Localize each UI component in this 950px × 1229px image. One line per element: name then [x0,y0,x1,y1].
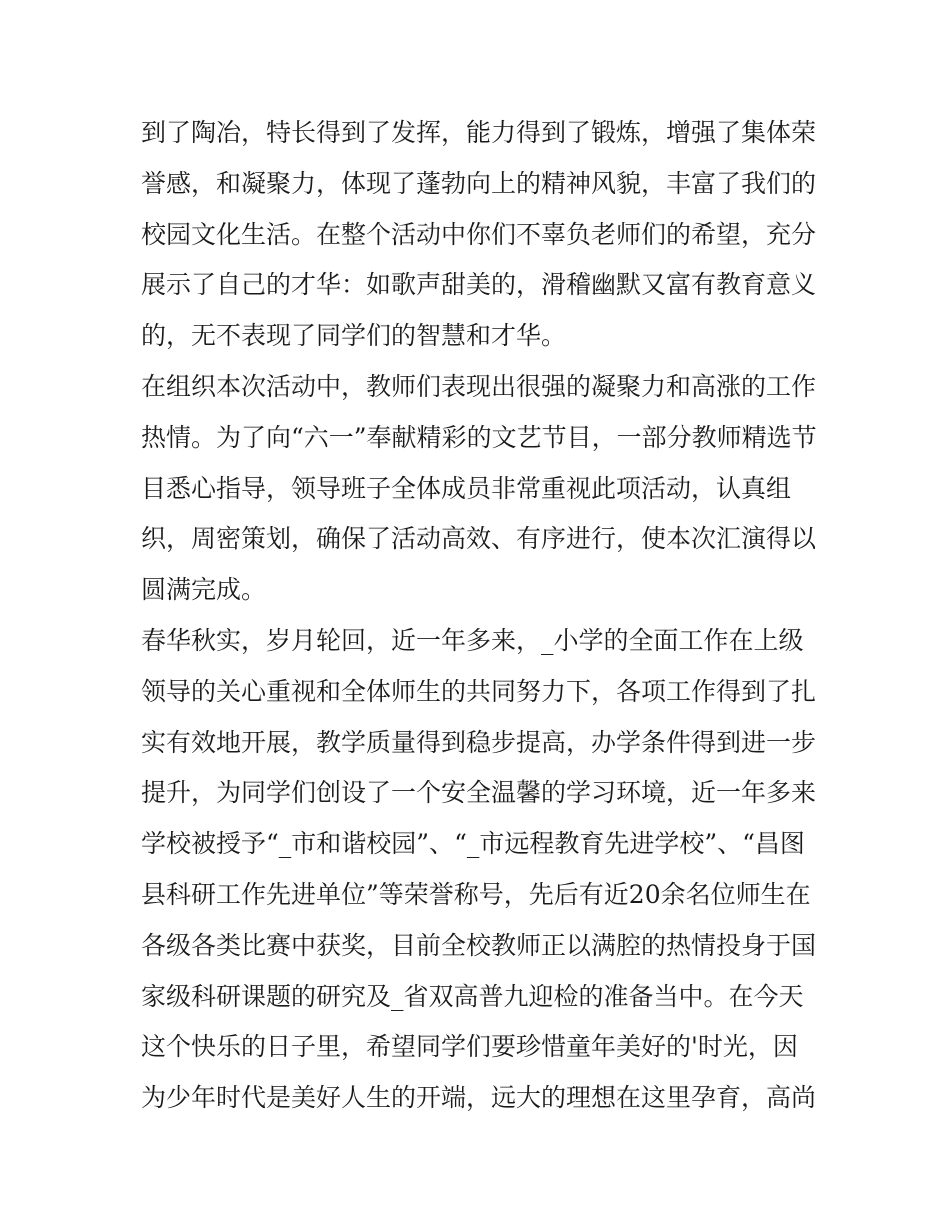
text-line: 县科研工作先进单位”等荣誉称号，先后有近20余名位师生在 [141,879,811,909]
text-line: 的，无不表现了同学们的智慧和才华。 [141,321,567,351]
text-line: 春华秋实，岁月轮回，近一年多来，_小学的全面工作在上级 [141,625,804,655]
text-line: 织，周密策划，确保了活动高效、有序进行，使本次汇演得以 [141,524,817,554]
text-line: 誉感，和凝聚力，体现了蓬勃向上的精神风貌，丰富了我们的 [141,168,817,198]
text-line: 实有效地开展，教学质量得到稳步提高，办学条件得到进一步 [141,727,817,757]
text-line: 各级各类比赛中获奖，目前全校教师正以满腔的热情投身于国 [141,930,817,960]
text-line: 这个快乐的日子里，希望同学们要珍惜童年美好的'时光，因 [141,1032,798,1062]
text-line: 到了陶冶，特长得到了发挥，能力得到了锻炼，增强了集体荣 [141,118,817,147]
text-line: 展示了自己的才华：如歌声甜美的，滑稽幽默又富有教育意义 [141,270,817,300]
text-line: 为少年时代是美好人生的开端，远大的理想在这里孕育，高尚 [141,1083,817,1113]
text-line: 圆满完成。 [141,575,267,605]
body-text [141,108,821,1124]
text-line: 热情。为了向“六一”奉献精彩的文艺节目，一部分教师精选节 [141,422,817,452]
text-line: 目悉心指导，领导班子全体成员非常重视此项活动，认真组 [141,473,792,503]
text-line: 家级科研课题的研究及_省双高普九迎检的准备当中。在今天 [141,981,804,1011]
text-line: 提升，为同学们创设了一个安全温馨的学习环境，近一年多来 [141,778,817,808]
text-line: 学校被授予“_市和谐校园”、“_市远程教育先进学校”、“昌图 [141,829,805,859]
text-line: 在组织本次活动中，教师们表现出很强的凝聚力和高涨的工作 [141,371,817,401]
text-line: 领导的关心重视和全体师生的共同努力下，各项工作得到了扎 [141,676,817,706]
text-line: 校园文化生活。在整个活动中你们不辜负老师们的希望，充分 [141,219,817,249]
